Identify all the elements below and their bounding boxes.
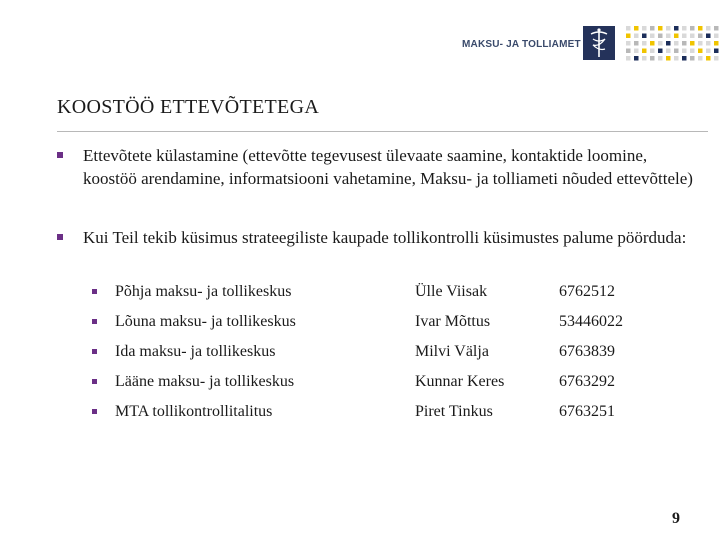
decorative-dot bbox=[658, 26, 663, 31]
bullet-marker-icon bbox=[92, 319, 97, 324]
decorative-dot bbox=[682, 34, 687, 39]
decorative-dot bbox=[650, 26, 655, 31]
decorative-dot bbox=[666, 56, 671, 61]
decorative-dot bbox=[698, 56, 703, 61]
decorative-dot bbox=[626, 34, 631, 39]
decorative-dot bbox=[690, 49, 695, 54]
decorative-dot bbox=[658, 41, 663, 46]
decorative-dot bbox=[666, 49, 671, 54]
decorative-dot bbox=[682, 41, 687, 46]
decorative-dot-grid bbox=[624, 24, 720, 64]
contact-person: Piret Tinkus bbox=[415, 403, 493, 420]
contact-person: Ivar Mõttus bbox=[415, 313, 491, 330]
decorative-dot bbox=[714, 34, 719, 39]
decorative-dot bbox=[650, 41, 655, 46]
decorative-dot bbox=[634, 41, 639, 46]
decorative-dot bbox=[642, 34, 647, 39]
title-divider bbox=[57, 131, 708, 132]
contact-office: Ida maksu- ja tollikeskus bbox=[115, 343, 276, 360]
decorative-dot bbox=[626, 49, 631, 54]
contact-office: Lääne maksu- ja tollikeskus bbox=[115, 373, 295, 390]
decorative-dot bbox=[634, 26, 639, 31]
decorative-dot bbox=[634, 34, 639, 39]
decorative-dot bbox=[698, 41, 703, 46]
decorative-dot bbox=[698, 34, 703, 39]
bullet-marker-icon bbox=[92, 409, 97, 414]
list-item bbox=[90, 280, 710, 310]
contact-office: MTA tollikontrollitalitus bbox=[115, 403, 273, 420]
decorative-dot bbox=[674, 26, 679, 31]
decorative-dot bbox=[674, 56, 679, 61]
contact-list bbox=[90, 280, 710, 430]
bullet-marker-icon bbox=[92, 379, 97, 384]
decorative-dot bbox=[642, 41, 647, 46]
decorative-dot bbox=[706, 34, 711, 39]
decorative-dot bbox=[674, 34, 679, 39]
contact-phone: 53446022 bbox=[559, 313, 623, 330]
decorative-dot bbox=[714, 56, 719, 61]
decorative-dot bbox=[634, 49, 639, 54]
decorative-dot bbox=[658, 34, 663, 39]
decorative-dot bbox=[626, 41, 631, 46]
bullet-text: Kui Teil tekib küsimus strateegiliste kaupade tollikontrolli küsimustes palume pöörduda: bbox=[83, 228, 687, 247]
contact-phone: 6763292 bbox=[559, 373, 615, 390]
decorative-dot bbox=[682, 26, 687, 31]
bullet-marker-icon bbox=[92, 349, 97, 354]
logo-text: MAKSU- JA TOLLIAMET bbox=[462, 38, 581, 50]
decorative-dot bbox=[674, 49, 679, 54]
contact-phone: 6763839 bbox=[559, 343, 615, 360]
contact-person: Ülle Viisak bbox=[415, 283, 488, 300]
decorative-dot bbox=[642, 49, 647, 54]
decorative-dot bbox=[690, 26, 695, 31]
contact-person: Milvi Välja bbox=[415, 343, 489, 360]
decorative-dot bbox=[642, 26, 647, 31]
decorative-dot bbox=[706, 49, 711, 54]
bullet-strategic-goods bbox=[57, 226, 697, 249]
page-title: KOOSTÖÖ ETTEVÕTETEGA bbox=[57, 96, 320, 118]
decorative-dot bbox=[714, 26, 719, 31]
decorative-dot bbox=[650, 49, 655, 54]
decorative-dot bbox=[666, 41, 671, 46]
contact-office: Põhja maksu- ja tollikeskus bbox=[115, 283, 292, 300]
mta-logo bbox=[462, 24, 581, 64]
decorative-dot bbox=[658, 56, 663, 61]
decorative-dot bbox=[706, 41, 711, 46]
contact-office: Lõuna maksu- ja tollikeskus bbox=[115, 313, 296, 330]
decorative-dot bbox=[650, 34, 655, 39]
decorative-dot bbox=[706, 56, 711, 61]
bullet-marker-icon bbox=[57, 234, 63, 240]
list-item bbox=[90, 400, 710, 430]
decorative-dot bbox=[682, 49, 687, 54]
decorative-dot bbox=[634, 56, 639, 61]
contact-person: Kunnar Keres bbox=[415, 373, 505, 390]
decorative-dot bbox=[626, 26, 631, 31]
contact-phone: 6763251 bbox=[559, 403, 615, 420]
decorative-dot bbox=[690, 34, 695, 39]
decorative-dot bbox=[690, 41, 695, 46]
decorative-dot bbox=[698, 49, 703, 54]
decorative-dot bbox=[682, 56, 687, 61]
bullet-marker-icon bbox=[92, 289, 97, 294]
bullet-text: Ettevõtete külastamine (ettevõtte tegevusest ülevaate saamine, kontaktide loomine, koostöö arendamine, informatsiooni vahetamine, Maksu- ja tolliameti nõuded ettevõttele) bbox=[83, 146, 693, 188]
caduceus-emblem-icon bbox=[583, 26, 615, 60]
bullet-marker-icon bbox=[57, 152, 63, 158]
decorative-dot bbox=[690, 56, 695, 61]
decorative-dot bbox=[650, 56, 655, 61]
decorative-dot bbox=[666, 26, 671, 31]
decorative-dot bbox=[642, 56, 647, 61]
bullet-company-visits bbox=[57, 144, 697, 190]
decorative-dot bbox=[714, 49, 719, 54]
page-number: 9 bbox=[672, 510, 680, 527]
decorative-dot bbox=[666, 34, 671, 39]
decorative-dot bbox=[698, 26, 703, 31]
decorative-dot bbox=[658, 49, 663, 54]
list-item bbox=[90, 340, 710, 370]
decorative-dot bbox=[674, 41, 679, 46]
list-item bbox=[90, 310, 710, 340]
decorative-dot bbox=[706, 26, 711, 31]
list-item bbox=[90, 370, 710, 400]
decorative-dot bbox=[714, 41, 719, 46]
contact-phone: 6762512 bbox=[559, 283, 615, 300]
decorative-dot bbox=[626, 56, 631, 61]
